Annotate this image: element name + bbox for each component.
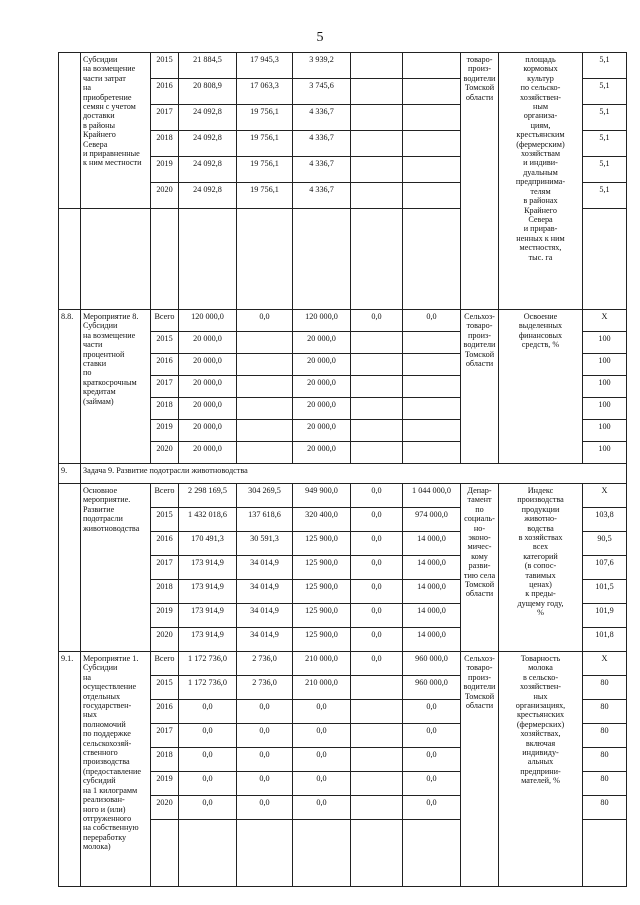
- item-number: [59, 209, 81, 310]
- filler-cell: [293, 209, 351, 310]
- indicator-value: X: [583, 652, 627, 676]
- regional-cell: 125 900,0: [293, 556, 351, 580]
- federal-cell: 34 014,9: [237, 556, 293, 580]
- indicator-value: 100: [583, 376, 627, 398]
- regional-cell: 3 939,2: [293, 53, 351, 79]
- filler-cell: [351, 209, 403, 310]
- local-cell: [351, 105, 403, 131]
- year-cell: Всего: [151, 652, 179, 676]
- extrabudget-cell: 14 000,0: [403, 604, 461, 628]
- year-cell: 2019: [151, 157, 179, 183]
- local-cell: [351, 376, 403, 398]
- filler-cell: [237, 820, 293, 887]
- year-cell: 2016: [151, 354, 179, 376]
- local-cell: [351, 772, 403, 796]
- extrabudget-cell: [403, 332, 461, 354]
- local-cell: [351, 796, 403, 820]
- indicator-value: 5,1: [583, 131, 627, 157]
- year-cell: 2019: [151, 604, 179, 628]
- local-cell: [351, 700, 403, 724]
- indicator-value: 100: [583, 420, 627, 442]
- regional-cell: 0,0: [293, 700, 351, 724]
- extrabudget-cell: 14 000,0: [403, 628, 461, 652]
- indicator-value: 80: [583, 772, 627, 796]
- year-cell: 2015: [151, 332, 179, 354]
- regional-cell: 210 000,0: [293, 652, 351, 676]
- indicator-value: 101,8: [583, 628, 627, 652]
- filler-cell: [403, 209, 461, 310]
- activity-name: Мероприятие 8. Субсидии на возмещение части процентной ставки по краткосрочным кредитам (займам): [81, 310, 151, 464]
- indicator-value: 90,5: [583, 532, 627, 556]
- regional-cell: 0,0: [293, 748, 351, 772]
- extrabudget-cell: [403, 105, 461, 131]
- indicator-name: Индекс производства продукции животно- водства в хозяйствах всех категорий (в сопос- тавимых ценах) к преды- дущему году, %: [499, 484, 583, 652]
- federal-cell: [237, 354, 293, 376]
- federal-cell: 0,0: [237, 724, 293, 748]
- federal-cell: 19 756,1: [237, 131, 293, 157]
- total-cell: 173 914,9: [179, 556, 237, 580]
- filler-cell: [151, 209, 179, 310]
- federal-cell: 304 269,5: [237, 484, 293, 508]
- item-number: 9.1.: [59, 652, 81, 887]
- total-cell: 2 298 169,5: [179, 484, 237, 508]
- executor: Депар- тамент по социаль- но- эконо- мичес- кому разви- тию села Томской области: [461, 484, 499, 652]
- filler-cell: [151, 820, 179, 887]
- total-cell: 0,0: [179, 700, 237, 724]
- local-cell: 0,0: [351, 508, 403, 532]
- indicator-name: площадь кормовых культур по сельско- хозяйствен- ным организа- циям, крестьянским (фермерским) хозяйствам и индиви- дуальным предпринима- телям в районах Крайнего Севера и прирав- ненных к ним местностях, тыс. га: [499, 53, 583, 310]
- filler-cell: [583, 820, 627, 887]
- year-cell: 2018: [151, 398, 179, 420]
- total-cell: 24 092,8: [179, 183, 237, 209]
- indicator-value: 80: [583, 724, 627, 748]
- total-cell: 0,0: [179, 724, 237, 748]
- total-cell: 24 092,8: [179, 131, 237, 157]
- year-cell: 2017: [151, 105, 179, 131]
- filler-cell: [179, 820, 237, 887]
- total-cell: 0,0: [179, 796, 237, 820]
- filler-cell: [351, 820, 403, 887]
- local-cell: [351, 79, 403, 105]
- regional-cell: 3 745,6: [293, 79, 351, 105]
- extrabudget-cell: 0,0: [403, 724, 461, 748]
- block4-row: [59, 652, 627, 676]
- local-cell: 0,0: [351, 532, 403, 556]
- indicator-value: 100: [583, 332, 627, 354]
- regional-cell: 0,0: [293, 796, 351, 820]
- total-cell: 1 172 736,0: [179, 652, 237, 676]
- total-cell: 20 000,0: [179, 332, 237, 354]
- total-cell: 20 000,0: [179, 420, 237, 442]
- federal-cell: 2 736,0: [237, 676, 293, 700]
- year-cell: 2020: [151, 442, 179, 464]
- local-cell: 0,0: [351, 604, 403, 628]
- regional-cell: 210 000,0: [293, 676, 351, 700]
- indicator-value: 5,1: [583, 157, 627, 183]
- executor: товаро- произ- водители Томской области: [461, 53, 499, 310]
- year-cell: 2020: [151, 796, 179, 820]
- extrabudget-cell: 0,0: [403, 796, 461, 820]
- extrabudget-cell: 14 000,0: [403, 532, 461, 556]
- extrabudget-cell: 974 000,0: [403, 508, 461, 532]
- filler-cell: [81, 209, 151, 310]
- federal-cell: [237, 420, 293, 442]
- federal-cell: 137 618,6: [237, 508, 293, 532]
- regional-cell: 125 900,0: [293, 532, 351, 556]
- total-cell: 20 000,0: [179, 376, 237, 398]
- year-cell: 2019: [151, 772, 179, 796]
- federal-cell: 17 945,3: [237, 53, 293, 79]
- indicator-value: 107,6: [583, 556, 627, 580]
- federal-cell: 34 014,9: [237, 580, 293, 604]
- local-cell: 0,0: [351, 484, 403, 508]
- extrabudget-cell: [403, 183, 461, 209]
- local-cell: 0,0: [351, 310, 403, 332]
- year-cell: 2015: [151, 676, 179, 700]
- federal-cell: [237, 442, 293, 464]
- year-cell: 2019: [151, 420, 179, 442]
- extrabudget-cell: 960 000,0: [403, 652, 461, 676]
- extrabudget-cell: [403, 79, 461, 105]
- regional-cell: 0,0: [293, 772, 351, 796]
- indicator-value: 80: [583, 796, 627, 820]
- federal-cell: 34 014,9: [237, 628, 293, 652]
- federal-cell: [237, 376, 293, 398]
- indicator-value: 5,1: [583, 79, 627, 105]
- local-cell: [351, 131, 403, 157]
- program-table: [58, 52, 627, 887]
- regional-cell: 20 000,0: [293, 398, 351, 420]
- indicator-name: Товарность молока в сельско- хозяйствен- ных организациях, крестьянских (фермерских) хозяйствах, включая индивиду- альных предприни- мателей, %: [499, 652, 583, 887]
- federal-cell: 30 591,3: [237, 532, 293, 556]
- regional-cell: 949 900,0: [293, 484, 351, 508]
- indicator-value: 103,8: [583, 508, 627, 532]
- year-cell: 2018: [151, 131, 179, 157]
- indicator-value: X: [583, 310, 627, 332]
- total-cell: 0,0: [179, 772, 237, 796]
- total-cell: 20 000,0: [179, 442, 237, 464]
- local-cell: 0,0: [351, 556, 403, 580]
- local-cell: 0,0: [351, 652, 403, 676]
- indicator-value: 100: [583, 442, 627, 464]
- local-cell: [351, 183, 403, 209]
- federal-cell: 0,0: [237, 700, 293, 724]
- regional-cell: 320 400,0: [293, 508, 351, 532]
- extrabudget-cell: 14 000,0: [403, 580, 461, 604]
- federal-cell: 0,0: [237, 310, 293, 332]
- total-cell: 24 092,8: [179, 105, 237, 131]
- subsidy-seeds-row: [59, 53, 627, 79]
- block2-row: [59, 310, 627, 332]
- task-title: Задача 9. Развитие подотрасли животноводства: [81, 464, 627, 484]
- regional-cell: 4 336,7: [293, 183, 351, 209]
- local-cell: 0,0: [351, 580, 403, 604]
- extrabudget-cell: [403, 131, 461, 157]
- local-cell: [351, 724, 403, 748]
- federal-cell: 0,0: [237, 772, 293, 796]
- indicator-value: X: [583, 484, 627, 508]
- indicator-value: 5,1: [583, 183, 627, 209]
- item-number: [59, 53, 81, 209]
- task-row: [59, 464, 627, 484]
- block3-row: [59, 484, 627, 508]
- year-cell: 2016: [151, 532, 179, 556]
- executor: Сельхоз- товаро- произ- водители Томской области: [461, 310, 499, 464]
- year-cell: 2016: [151, 79, 179, 105]
- year-cell: 2017: [151, 556, 179, 580]
- indicator-value: 5,1: [583, 53, 627, 79]
- indicator-value: 100: [583, 354, 627, 376]
- indicator-value: 101,5: [583, 580, 627, 604]
- extrabudget-cell: 0,0: [403, 310, 461, 332]
- local-cell: [351, 442, 403, 464]
- regional-cell: 20 000,0: [293, 442, 351, 464]
- filler-cell: [403, 820, 461, 887]
- year-cell: 2017: [151, 724, 179, 748]
- indicator-value: 80: [583, 676, 627, 700]
- regional-cell: 20 000,0: [293, 376, 351, 398]
- year-cell: Всего: [151, 310, 179, 332]
- local-cell: 0,0: [351, 628, 403, 652]
- regional-cell: 125 900,0: [293, 628, 351, 652]
- item-number: 8.8.: [59, 310, 81, 464]
- federal-cell: 0,0: [237, 796, 293, 820]
- page-number: 5: [316, 30, 324, 45]
- extrabudget-cell: [403, 442, 461, 464]
- year-cell: 2018: [151, 748, 179, 772]
- regional-cell: 4 336,7: [293, 105, 351, 131]
- local-cell: [351, 748, 403, 772]
- indicator-value: 5,1: [583, 105, 627, 131]
- total-cell: 120 000,0: [179, 310, 237, 332]
- total-cell: 0,0: [179, 748, 237, 772]
- federal-cell: 34 014,9: [237, 604, 293, 628]
- regional-cell: 4 336,7: [293, 157, 351, 183]
- extrabudget-cell: [403, 376, 461, 398]
- local-cell: [351, 332, 403, 354]
- extrabudget-cell: 0,0: [403, 772, 461, 796]
- extrabudget-cell: 960 000,0: [403, 676, 461, 700]
- regional-cell: 4 336,7: [293, 131, 351, 157]
- extrabudget-cell: [403, 157, 461, 183]
- filler-cell: [293, 820, 351, 887]
- regional-cell: 120 000,0: [293, 310, 351, 332]
- federal-cell: 2 736,0: [237, 652, 293, 676]
- task-number: 9.: [59, 464, 81, 484]
- federal-cell: 17 063,3: [237, 79, 293, 105]
- total-cell: 21 884,5: [179, 53, 237, 79]
- total-cell: 24 092,8: [179, 157, 237, 183]
- federal-cell: 0,0: [237, 748, 293, 772]
- total-cell: 1 172 736,0: [179, 676, 237, 700]
- year-cell: 2018: [151, 580, 179, 604]
- regional-cell: 20 000,0: [293, 420, 351, 442]
- local-cell: [351, 398, 403, 420]
- year-cell: Всего: [151, 484, 179, 508]
- year-cell: 2015: [151, 508, 179, 532]
- regional-cell: 125 900,0: [293, 604, 351, 628]
- activity-name: Мероприятие 1. Субсидии на осуществление отдельных государствен- ных полномочий по поддержке сельскохозяй- ственного производства (предоставление субсидий на 1 килограмм реализован- ного и (или) отгруженного на собственную переработку молока): [81, 652, 151, 887]
- regional-cell: 125 900,0: [293, 580, 351, 604]
- indicator-name: Освоение выделенных финансовых средств, %: [499, 310, 583, 464]
- year-cell: 2015: [151, 53, 179, 79]
- total-cell: 173 914,9: [179, 604, 237, 628]
- filler-cell: [237, 209, 293, 310]
- activity-name: Субсидии на возмещение части затрат на приобретение семян с учетом доставки в районы Крайнего Севера и приравненные к ним местности: [81, 53, 151, 209]
- total-cell: 173 914,9: [179, 628, 237, 652]
- activity-name: Основное мероприятие. Развитие подотрасли животноводства: [81, 484, 151, 652]
- federal-cell: [237, 332, 293, 354]
- federal-cell: [237, 398, 293, 420]
- extrabudget-cell: [403, 53, 461, 79]
- indicator-value: 100: [583, 398, 627, 420]
- total-cell: 20 000,0: [179, 398, 237, 420]
- executor: Сельхоз- товаро- произ- водители Томской области: [461, 652, 499, 887]
- local-cell: [351, 354, 403, 376]
- extrabudget-cell: 0,0: [403, 700, 461, 724]
- extrabudget-cell: [403, 398, 461, 420]
- local-cell: [351, 157, 403, 183]
- extrabudget-cell: 14 000,0: [403, 556, 461, 580]
- federal-cell: 19 756,1: [237, 157, 293, 183]
- total-cell: 1 432 018,6: [179, 508, 237, 532]
- filler-cell: [179, 209, 237, 310]
- total-cell: 173 914,9: [179, 580, 237, 604]
- federal-cell: 19 756,1: [237, 183, 293, 209]
- year-cell: 2020: [151, 183, 179, 209]
- extrabudget-cell: 1 044 000,0: [403, 484, 461, 508]
- local-cell: [351, 676, 403, 700]
- total-cell: 20 000,0: [179, 354, 237, 376]
- item-number: [59, 484, 81, 652]
- extrabudget-cell: [403, 354, 461, 376]
- total-cell: 170 491,3: [179, 532, 237, 556]
- year-cell: 2020: [151, 628, 179, 652]
- extrabudget-cell: 0,0: [403, 748, 461, 772]
- total-cell: 20 808,9: [179, 79, 237, 105]
- local-cell: [351, 53, 403, 79]
- indicator-value: 80: [583, 700, 627, 724]
- year-cell: 2016: [151, 700, 179, 724]
- extrabudget-cell: [403, 420, 461, 442]
- federal-cell: 19 756,1: [237, 105, 293, 131]
- regional-cell: 0,0: [293, 724, 351, 748]
- local-cell: [351, 420, 403, 442]
- year-cell: 2017: [151, 376, 179, 398]
- filler-cell: [583, 209, 627, 310]
- indicator-value: 101,9: [583, 604, 627, 628]
- regional-cell: 20 000,0: [293, 354, 351, 376]
- regional-cell: 20 000,0: [293, 332, 351, 354]
- indicator-value: 80: [583, 748, 627, 772]
